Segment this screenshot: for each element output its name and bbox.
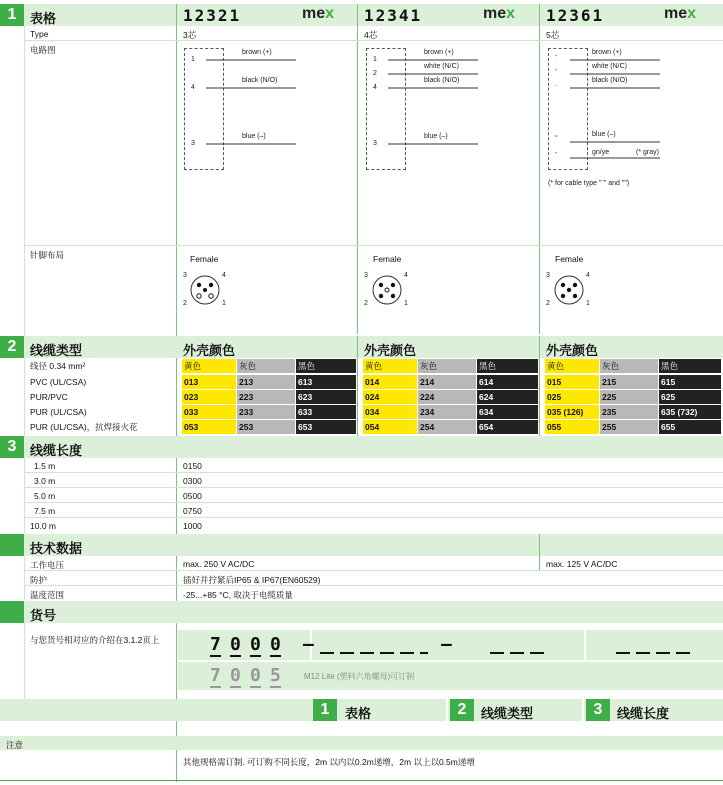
section1-number: 1 xyxy=(0,4,24,26)
cable-label-0: 线径 0.34 mm² xyxy=(30,361,86,371)
circuit3-wire-gray-note: (* gray) xyxy=(636,149,659,156)
circuit1-wire-blue: blue (–) xyxy=(242,133,266,140)
color-gray-2: 灰色 xyxy=(418,359,476,373)
circuit3-pin-c: . xyxy=(555,81,557,88)
row-divider xyxy=(24,570,723,571)
circuit-label: 电路图 xyxy=(30,45,56,55)
code1-dash-1: – xyxy=(303,634,314,655)
type-value-3: 5芯 xyxy=(546,30,560,40)
product-number-2: 12341 xyxy=(364,6,423,25)
code2-digit-3: 0 xyxy=(250,665,261,686)
order-hint: 与您货号相对应的介绍在3.1.2页上 xyxy=(30,635,160,645)
legend-num-3: 3 xyxy=(586,699,610,721)
legend-sep-1 xyxy=(446,699,448,721)
cable-code-cell: 015 xyxy=(545,375,599,389)
circuit1-wire-brown: brown (+) xyxy=(242,49,272,56)
color-yellow-1: 黄色 xyxy=(182,359,236,373)
type-label: Type xyxy=(30,29,49,39)
pin1-num-3: 3 xyxy=(183,272,187,279)
cable-code-cell: 035 (126) xyxy=(545,405,599,419)
code1-dash-2: – xyxy=(441,634,452,655)
cable-code-cell: 234 xyxy=(418,405,476,419)
brand-logo-1: mex xyxy=(302,5,335,22)
cable-label-2: PUR/PVC xyxy=(30,392,68,402)
temp-value: -25...+85 °C, 取决于电缆质量 xyxy=(183,590,293,600)
circuit3-pin-e: - xyxy=(555,150,558,157)
cable-code-cell: 255 xyxy=(600,420,658,434)
row-divider xyxy=(24,502,723,503)
circuit1-pin-1: 1 xyxy=(191,56,195,63)
protection-label: 防护 xyxy=(30,575,48,585)
circuit3-wire-black: black (N/O) xyxy=(592,77,628,84)
length-code-4: 1000 xyxy=(183,521,202,531)
section2-title: 线缆类型 xyxy=(30,343,83,358)
pin2-num-4: 4 xyxy=(404,272,408,279)
cable-code-cell: 613 xyxy=(296,375,356,389)
code1-digit-2: 0 xyxy=(230,634,241,655)
section1-band xyxy=(0,4,723,26)
divider-col-2 xyxy=(357,4,358,334)
legend-label-1: 表格 xyxy=(345,706,372,721)
cable-code-cell: 215 xyxy=(600,375,658,389)
length-label-3: 7.5 m xyxy=(34,506,56,516)
brand-logo-3: mex xyxy=(664,5,697,22)
cable-code-cell: 634 xyxy=(477,405,538,419)
length-code-1: 0300 xyxy=(183,476,202,486)
order-divider-b xyxy=(584,630,586,660)
voltage-value-b: max. 125 V AC/DC xyxy=(546,559,618,569)
length-code-3: 0750 xyxy=(183,506,202,516)
length-label-1: 3.0 m xyxy=(34,476,56,486)
divider-col-3b xyxy=(539,336,540,436)
cable-code-cell: 213 xyxy=(237,375,295,389)
product-number-3: 12361 xyxy=(546,6,605,25)
circuit3-wire-white: white (N/C) xyxy=(592,63,628,70)
pin-diagram-2 xyxy=(368,272,408,308)
circuit3-pin-a: - xyxy=(555,53,558,60)
pin1-num-2: 2 xyxy=(183,300,187,307)
temp-label: 温度范围 xyxy=(30,590,65,600)
section3-number: 3 xyxy=(0,436,24,458)
cable-code-cell: 655 xyxy=(659,420,721,434)
notes-band xyxy=(0,736,723,750)
pin1-num-1: 1 xyxy=(222,300,226,307)
circuit3-cable-note: (* for cable type "¨" and "") xyxy=(548,180,630,187)
cable-code-cell: 214 xyxy=(418,375,476,389)
color-yellow-3: 黄色 xyxy=(545,359,599,373)
circuit1-pin-3: 3 xyxy=(191,140,195,147)
pin-diagram-1 xyxy=(186,272,226,308)
tech-marker xyxy=(0,534,24,556)
cable-code-cell: 033 xyxy=(182,405,236,419)
legend-num-1: 1 xyxy=(313,699,337,721)
legend-sep-2 xyxy=(582,699,584,721)
code1-digit-1: 7 xyxy=(210,634,221,655)
code2-digit-1: 7 xyxy=(210,665,221,686)
code1-blank-2 xyxy=(490,652,546,654)
circuit2-pin-3: 3 xyxy=(373,140,377,147)
cable-code-cell: 025 xyxy=(545,390,599,404)
length-label-2: 5.0 m xyxy=(34,491,56,501)
cable-code-cell: 225 xyxy=(600,390,658,404)
cable-code-cell: 053 xyxy=(182,420,236,434)
divider-col-1 xyxy=(176,4,177,782)
cable-code-cell: 224 xyxy=(418,390,476,404)
cable-code-cell: 253 xyxy=(237,420,295,434)
pin3-num-1: 1 xyxy=(586,300,590,307)
cable-code-cell: 235 xyxy=(600,405,658,419)
cable-code-cell: 615 xyxy=(659,375,721,389)
cable-code-cell: 014 xyxy=(363,375,417,389)
tech-band xyxy=(0,534,723,556)
order-title: 货号 xyxy=(30,608,57,623)
cable-code-cell: 223 xyxy=(237,390,295,404)
female-label-1: Female xyxy=(190,254,219,264)
cable-code-cell: 624 xyxy=(477,390,538,404)
cable-code-cell: 024 xyxy=(363,390,417,404)
code1-digit-3: 0 xyxy=(250,634,261,655)
tech-title: 技术数据 xyxy=(30,541,83,556)
housing-title-2: 外壳颜色 xyxy=(364,343,417,358)
circuit3-wire-blue: blue (–) xyxy=(592,131,616,138)
circuit2-wire-brown: brown (+) xyxy=(424,49,454,56)
cable-code-cell: 023 xyxy=(182,390,236,404)
section3-band xyxy=(0,436,723,458)
row-divider xyxy=(24,472,723,473)
code2-note: M12 Lite (塑料六角螺母)可订制 xyxy=(304,672,415,681)
row-divider xyxy=(24,585,723,586)
code1-blank-1 xyxy=(320,652,428,654)
color-black-1: 黑色 xyxy=(296,359,356,373)
section2-band xyxy=(0,336,723,358)
brand-logo-2: mex xyxy=(483,5,516,22)
row-divider xyxy=(24,40,723,41)
divider-col-2b xyxy=(357,336,358,436)
order-marker xyxy=(0,601,24,623)
voltage-label: 工作电压 xyxy=(30,560,65,570)
legend-num-2: 2 xyxy=(450,699,474,721)
cable-code-cell: 635 (732) xyxy=(659,405,721,419)
divider-col-3c xyxy=(539,534,540,570)
female-label-3: Female xyxy=(555,254,584,264)
notes-text: 其他规格需订制. 可订购不同长度，2m 以内以0.2m递增，2m 以上以0.5m递增 xyxy=(183,757,475,767)
row-divider xyxy=(24,487,723,488)
pin3-num-3: 3 xyxy=(546,272,550,279)
cable-code-cell: 653 xyxy=(296,420,356,434)
circuit1-pin-4: 4 xyxy=(191,84,195,91)
color-gray-1: 灰色 xyxy=(237,359,295,373)
cable-code-cell: 654 xyxy=(477,420,538,434)
housing-title-3: 外壳颜色 xyxy=(546,343,599,358)
type-value-1: 3芯 xyxy=(183,30,197,40)
circuit2-wire-black: black (N/O) xyxy=(424,77,460,84)
code2-digit-2: 0 xyxy=(230,665,241,686)
housing-title-1: 外壳颜色 xyxy=(183,343,236,358)
voltage-value-a: max. 250 V AC/DC xyxy=(183,559,255,569)
color-gray-3: 灰色 xyxy=(600,359,658,373)
cable-code-cell: 623 xyxy=(296,390,356,404)
circuit2-pin-2: 2 xyxy=(373,70,377,77)
code2-digit-4: 5 xyxy=(270,665,281,686)
cable-label-1: PVC (UL/CSA) xyxy=(30,377,87,387)
cable-code-cell: 614 xyxy=(477,375,538,389)
cable-code-cell: 034 xyxy=(363,405,417,419)
circuit3-wire-brown: brown (+) xyxy=(592,49,622,56)
cable-code-cell: 633 xyxy=(296,405,356,419)
circuit2-wire-blue: blue (–) xyxy=(424,133,448,140)
length-code-0: 0150 xyxy=(183,461,202,471)
cable-code-cell: 013 xyxy=(182,375,236,389)
circuit2-pin-1: 1 xyxy=(373,56,377,63)
legend-label-2: 线缆类型 xyxy=(481,706,534,721)
section2-number: 2 xyxy=(0,336,24,358)
length-label-4: 10.0 m xyxy=(30,521,56,531)
cable-label-3: PUR (UL/CSA) xyxy=(30,407,87,417)
bottom-line xyxy=(0,780,723,781)
pin3-num-4: 4 xyxy=(586,272,590,279)
color-black-2: 黑色 xyxy=(477,359,538,373)
divider-col-3 xyxy=(539,4,540,334)
circuit2-wire-white: white (N/C) xyxy=(424,63,460,70)
pinout-label: 针脚布局 xyxy=(30,250,65,260)
pin2-num-1: 1 xyxy=(404,300,408,307)
row-divider xyxy=(24,517,723,518)
pin2-num-2: 2 xyxy=(364,300,368,307)
pin3-num-2: 2 xyxy=(546,300,550,307)
length-label-0: 1.5 m xyxy=(34,461,56,471)
circuit3-pin-d: ° xyxy=(555,135,558,142)
female-label-2: Female xyxy=(373,254,402,264)
code1-blank-3 xyxy=(616,652,692,654)
color-yellow-2: 黄色 xyxy=(363,359,417,373)
row-divider xyxy=(24,245,723,246)
product-number-1: 12321 xyxy=(183,6,242,25)
cable-code-cell: 254 xyxy=(418,420,476,434)
cable-code-cell: 625 xyxy=(659,390,721,404)
circuit3-pin-b: - xyxy=(555,67,558,74)
circuit1-wire-black: black (N/O) xyxy=(242,77,278,84)
pin-diagram-3 xyxy=(550,272,590,308)
cable-label-4: PUR (UL/CSA)，抗焊接火花 xyxy=(30,422,138,432)
section3-title: 线缆长度 xyxy=(30,443,83,458)
circuit3-wire-gnye: gn/ye xyxy=(592,149,610,156)
circuit1-wires xyxy=(200,50,300,160)
notes-label: 注意 xyxy=(6,740,24,750)
pin2-num-3: 3 xyxy=(364,272,368,279)
cable-code-cell: 233 xyxy=(237,405,295,419)
cable-code-cell: 054 xyxy=(363,420,417,434)
color-black-3: 黑色 xyxy=(659,359,721,373)
pin1-num-4: 4 xyxy=(222,272,226,279)
length-code-2: 0500 xyxy=(183,491,202,501)
cable-code-cell: 055 xyxy=(545,420,599,434)
circuit2-pin-4: 4 xyxy=(373,84,377,91)
code1-digit-4: 0 xyxy=(270,634,281,655)
section1-title: 表格 xyxy=(30,11,57,26)
legend-label-3: 线缆长度 xyxy=(617,706,670,721)
protection-value: 插好并拧紧后IP65 & IP67(EN60529) xyxy=(183,575,321,585)
type-value-2: 4芯 xyxy=(364,30,378,40)
order-band xyxy=(0,601,723,623)
